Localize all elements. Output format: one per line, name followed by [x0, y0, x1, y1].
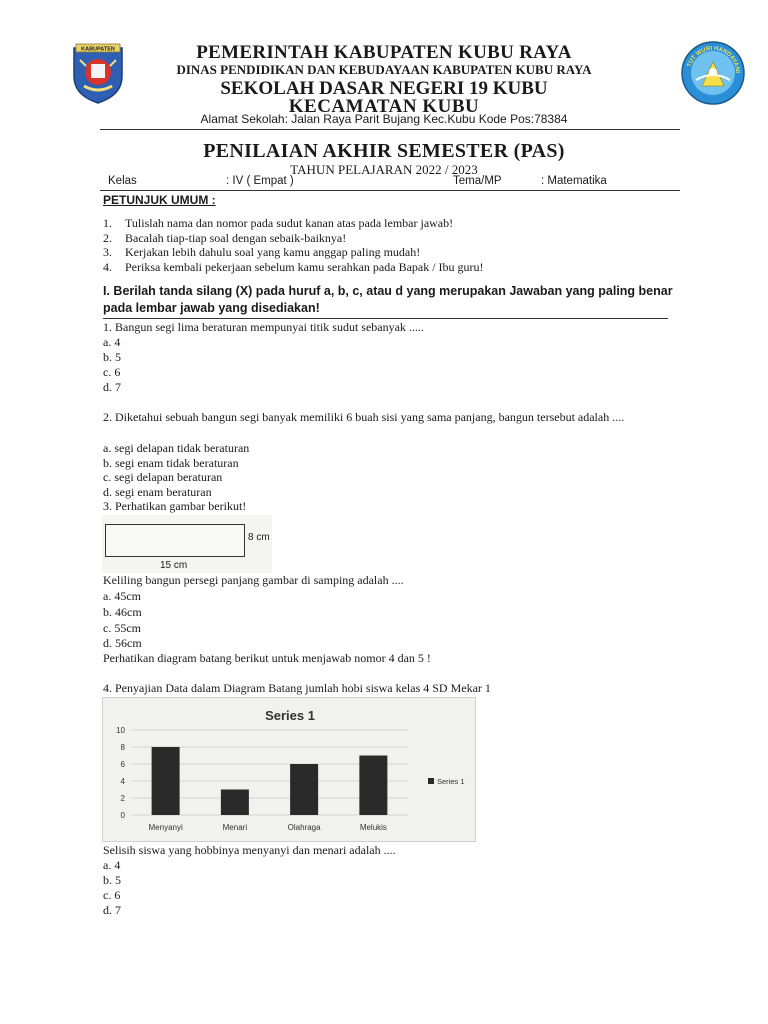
- q4-option-d: d. 7: [103, 903, 121, 917]
- q2-option-a: a. segi delapan tidak beraturan: [103, 441, 250, 455]
- question-2: 2. Diketahui sebuah bangun segi banyak memiliki 6 buah sisi yang sama panjang, bangun tersebut adalah ....: [103, 410, 625, 424]
- y-tick-label: 0: [120, 811, 125, 820]
- legend-label: Series 1: [437, 777, 465, 786]
- section-heading: I. Berilah tanda silang (X) pada huruf a, b, c, atau d yang merupakan Jawaban yang paling benar pada lembar jawab yang disediakan!: [103, 284, 673, 315]
- y-tick-label: 4: [120, 777, 125, 786]
- q1-option-b: b. 5: [103, 350, 121, 364]
- subject-label: Tema/MP: [453, 175, 502, 187]
- q2-option-b: b. segi enam tidak beraturan: [103, 456, 239, 470]
- district-name: KECAMATAN KUBU: [288, 96, 480, 117]
- bar-chart-container: [102, 697, 476, 842]
- q2-option-d: d. segi enam beraturan: [103, 485, 212, 499]
- instruction-item: 4. Periksa kembali pekerjaan sebelum kamu serahkan pada Bapak / Ibu guru!: [103, 260, 484, 274]
- q1-option-d: d. 7: [103, 380, 121, 394]
- header-divider: [100, 129, 680, 130]
- rectangle-shape: [105, 524, 245, 557]
- class-label: Kelas: [108, 175, 137, 187]
- q4-option-b: b. 5: [103, 873, 121, 887]
- instructions-title: PETUNJUK UMUM :: [103, 193, 216, 207]
- q1-option-a: a. 4: [103, 335, 121, 349]
- bar-menari: [221, 790, 249, 816]
- school-address: Alamat Sekolah: Jalan Raya Parit Bujang Kec.Kubu Kode Pos:78384: [200, 112, 568, 126]
- question-4: 4. Penyajian Data dalam Diagram Batang jumlah hobi siswa kelas 4 SD Mekar 1: [103, 681, 491, 695]
- question-1: 1. Bangun segi lima beraturan mempunyai titik sudut sebanyak .....: [103, 320, 424, 334]
- x-tick-label: Menyanyi: [148, 823, 183, 832]
- info-divider: [100, 190, 680, 191]
- x-tick-label: Olahraga: [287, 823, 321, 832]
- y-tick-label: 10: [116, 726, 125, 735]
- svg-text:KABUPATEN: KABUPATEN: [81, 46, 115, 53]
- subject-value: : Matematika: [541, 175, 607, 187]
- q4-option-a: a. 4: [103, 858, 121, 872]
- x-tick-label: Melukis: [359, 823, 387, 832]
- question-3: 3. Perhatikan gambar berikut!: [103, 499, 247, 513]
- q3-option-b: b. 46cm: [103, 605, 142, 619]
- svg-text:TUT WURI HANDAYANI: TUT WURI HANDAYANI: [686, 45, 741, 74]
- q3-option-d: d. 56cm: [103, 636, 142, 650]
- instruction-item: 1. Tulislah nama dan nomor pada sudut kanan atas pada lembar jawab!: [103, 216, 454, 230]
- bar-chart: [103, 698, 477, 843]
- government-name: PEMERINTAH KABUPATEN KUBU RAYA: [196, 42, 572, 63]
- academic-year: TAHUN PELAJARAN 2022 / 2023: [290, 162, 478, 177]
- rectangle-figure: [102, 515, 272, 573]
- q3-question-text: Keliling bangun persegi panjang gambar di samping adalah ....: [103, 573, 404, 587]
- q4-option-c: c. 6: [103, 888, 121, 902]
- q3-option-c: c. 55cm: [103, 621, 141, 635]
- q3-option-a: a. 45cm: [103, 589, 141, 603]
- class-value: : IV ( Empat ): [226, 175, 294, 187]
- y-tick-label: 2: [120, 794, 125, 803]
- department-name: DINAS PENDIDIKAN DAN KEBUDAYAAN KABUPATEN KUBU RAYA: [176, 62, 592, 77]
- bar-melukis: [359, 756, 387, 816]
- x-tick-label: Menari: [222, 823, 248, 832]
- legend-swatch: [428, 778, 434, 784]
- q1-option-c: c. 6: [103, 365, 121, 379]
- q4-question-text: Selisih siswa yang hobbinya menyanyi dan menari adalah ....: [103, 843, 396, 857]
- y-tick-label: 8: [120, 743, 125, 752]
- exam-title: PENILAIAN AKHIR SEMESTER (PAS): [203, 140, 565, 162]
- chart-intro-text: Perhatikan diagram batang berikut untuk menjawab nomor 4 dan 5 !: [103, 651, 431, 665]
- instruction-item: 2. Bacalah tiap-tiap soal dengan sebaik-baiknya!: [103, 231, 347, 245]
- rectangle-width-label: 15 cm: [160, 560, 188, 571]
- school-name: SEKOLAH DASAR NEGERI 19 KUBU: [220, 78, 548, 99]
- chart-title: Series 1: [265, 708, 315, 723]
- section-divider: [103, 318, 668, 319]
- q2-option-c: c. segi delapan beraturan: [103, 470, 223, 484]
- bar-menyanyi: [152, 747, 180, 815]
- bar-olahraga: [290, 764, 318, 815]
- rectangle-height-label: 8 cm: [248, 532, 270, 543]
- instruction-item: 3. Kerjakan lebih dahulu soal yang kamu anggap paling mudah!: [103, 245, 421, 259]
- y-tick-label: 6: [120, 760, 125, 769]
